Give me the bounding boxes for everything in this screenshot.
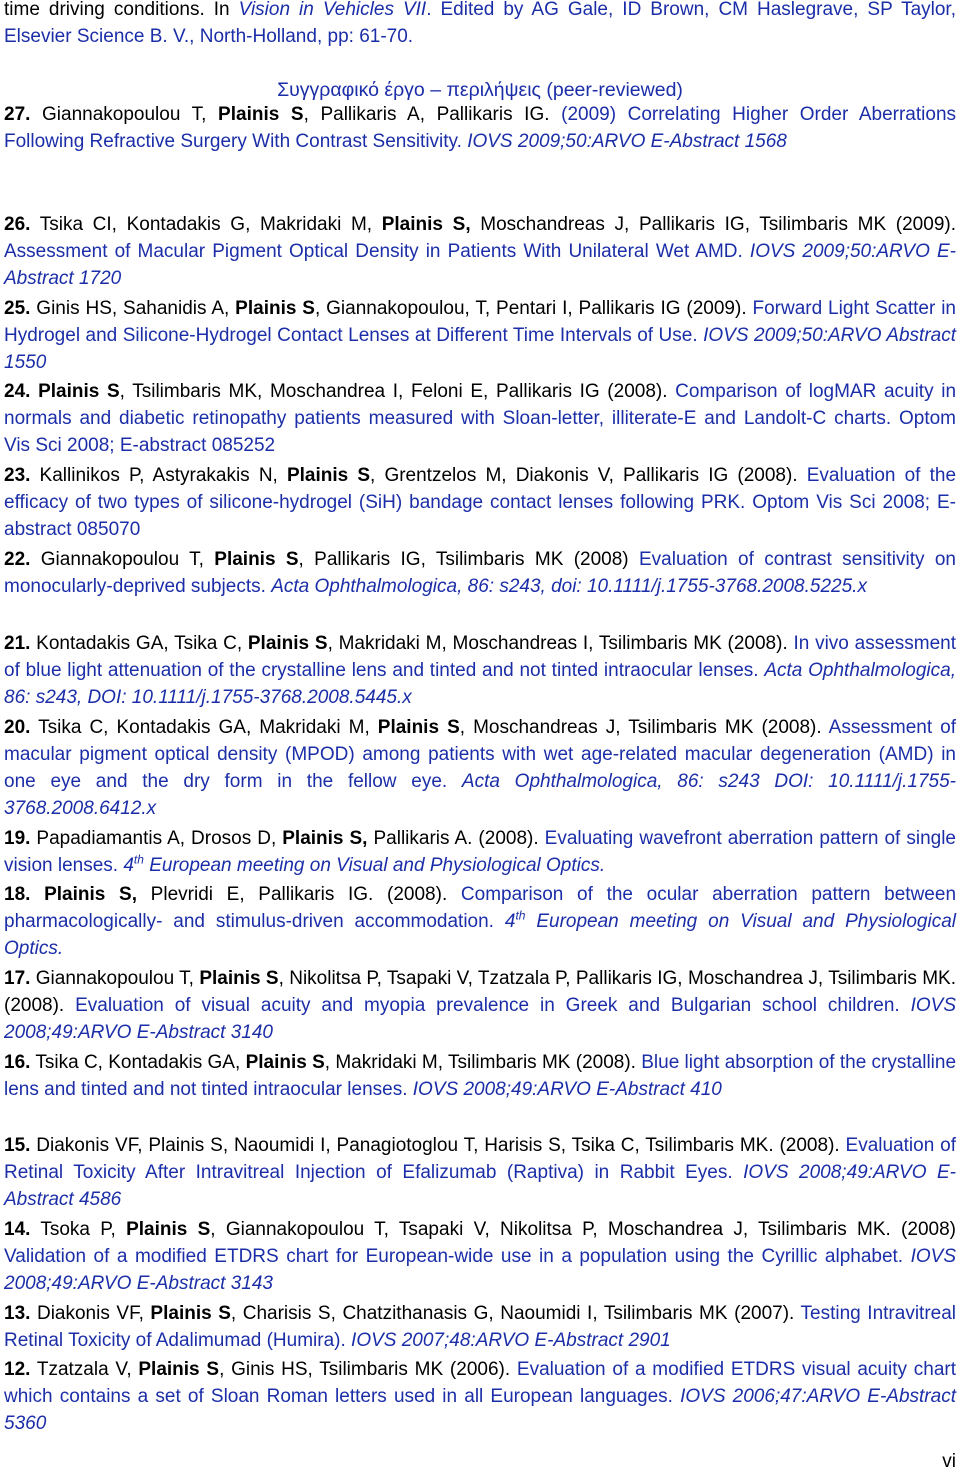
entry-authors-continued: Moschandreas J, Pallikaris IG, Tsilimbaris MK (2009). (470, 214, 956, 235)
entry-title: Evaluation of contrast sensitivity on monocularly-deprived subjects. (4, 549, 956, 597)
entry-authors (30, 884, 44, 905)
entry-authors-continued: Pallikaris A. (2008). (367, 828, 545, 849)
entry-title: Testing Intravitreal Retinal Toxicity of Adalimumad (Humira). (4, 1303, 957, 1351)
entry-highlighted-author: Plainis S, (44, 884, 137, 905)
entry-journal: IOVS 2009;50:ARVO E-Abstract 1568 (467, 131, 787, 152)
entry-authors: Giannakopoulou T, (30, 104, 219, 125)
entry-number: 19. (4, 828, 31, 849)
section-heading: Συγγραφικό έργο – περιλήψεις (peer-reviewed) (277, 79, 683, 101)
entry-title: In vivo assessment of blue light attenuation of the crystalline lens and tinted and not tinted intraocular lenses. (4, 633, 956, 681)
entry-title: Assessment of Macular Pigment Optical Density in Patients With Unilateral Wet AMD. (4, 241, 750, 262)
entry-journal: 4 (504, 911, 516, 932)
entry-number: 20. (4, 717, 31, 738)
publication-entry (4, 462, 956, 543)
entry-authors: Tzatzala V, (30, 1359, 139, 1380)
entry-journal: IOVS 2007;48:ARVO E-Abstract 2901 (351, 1330, 671, 1351)
entry-number: 25. (4, 298, 31, 319)
entry-title: Evaluating wavefront aberration pattern of single vision lenses. (4, 828, 956, 876)
entry-superscript: th (133, 852, 144, 867)
entry-title: Evaluation of a modified ETDRS visual acuity chart which contains a set of Sloan Roman letters used in all European languages. (4, 1359, 956, 1407)
publication-entry (4, 211, 956, 292)
publication-entry (4, 295, 956, 376)
entry-title: Evaluation of the efficacy of two types of silicone-hydrogel (SiH) bandage contact lenses following PRK. Optom Vis Sci 2008; E-abstract 085070 (4, 465, 957, 540)
entry-highlighted-author: Plainis S (377, 717, 460, 738)
entry-journal: IOVS 2009;50:ARVO Abstract 1550 (4, 325, 956, 373)
entry-title: Validation of a modified ETDRS chart for European-wide use in a population using the Cyrillic alphabet. (4, 1246, 911, 1267)
entry-authors (30, 381, 38, 402)
entry-authors: Giannakopoulou T, (30, 968, 200, 989)
entry-authors-continued: , Moschandreas J, Tsilimbaris MK (2008). (459, 717, 829, 738)
entry-number: 18. (4, 884, 31, 905)
publication-entry (4, 1300, 956, 1354)
entry-authors-continued: , Tsilimbaris MK, Moschandrea I, Feloni E, Pallikaris IG (2008). (119, 381, 676, 402)
entry-highlighted-author: Plainis S (199, 968, 279, 989)
entry-highlighted-author: Plainis S (286, 465, 371, 486)
entry-authors: Tsika C, Kontadakis GA, (30, 1052, 246, 1073)
entry-highlighted-author: Plainis S, (381, 214, 471, 235)
entry-number: 24. (4, 381, 31, 402)
entry-number: 27. (4, 104, 31, 125)
entry-authors-continued: , Ginis HS, Tsilimbaris MK (2006). (219, 1359, 517, 1380)
continued-reference (4, 0, 956, 50)
entry-authors: Tsika CI, Kontadakis G, Makridaki M, (30, 214, 382, 235)
entry-authors-continued: , Charisis S, Chatzithanasis G, Naoumidi I, Tsilimbaris MK (2007). (230, 1303, 801, 1324)
publication-entry (4, 630, 956, 711)
entry-number: 12. (4, 1359, 31, 1380)
entry-authors: Diakonis VF, (30, 1303, 151, 1324)
entry-title: Blue light absorption of the crystalline lens and tinted and not tinted intraocular lenses. (4, 1052, 957, 1100)
publication-entry (4, 546, 956, 600)
publication-entry (4, 1132, 956, 1213)
entry-number: 15. (4, 1135, 31, 1156)
entry-journal: IOVS 2008;49:ARVO E-Abstract 3143 (4, 1246, 956, 1294)
entry-highlighted-author: Plainis S (126, 1219, 211, 1240)
entry-highlighted-author: Plainis S (138, 1359, 220, 1380)
entry-authors-continued: , Makridaki M, Moschandreas I, Tsilimbaris MK (2008). (327, 633, 794, 654)
entry-number: 21. (4, 633, 31, 654)
entry-title: Evaluation of Retinal Toxicity After Intravitreal Injection of Efalizumab (Raptiva) in Rabbit Eyes. (4, 1135, 956, 1183)
continued-reference-text: time driving conditions. In (4, 0, 239, 20)
entry-superscript: th (515, 908, 526, 923)
entry-authors-continued: , Nikolitsa P, Tsapaki V, Tzatzala P, Pallikaris IG, Moschandrea J, Tsilimbaris MK. (2008). (4, 968, 957, 1016)
entry-number: 17. (4, 968, 31, 989)
entry-number: 14. (4, 1219, 31, 1240)
publication-entry (4, 965, 956, 1046)
publication-entry (4, 101, 956, 155)
entry-journal: 4 (123, 855, 134, 876)
publication-entry (4, 1356, 956, 1437)
entry-journal: IOVS 2008;49:ARVO E-Abstract 410 (412, 1079, 722, 1100)
entry-highlighted-author: Plainis S (38, 381, 120, 402)
entry-authors-continued: , Giannakopoulou T, Tsapaki V, Nikolitsa P, Moschandrea J, Tsilimbaris MK. (2008) (210, 1219, 956, 1240)
entry-authors: Tsoka P, (30, 1219, 127, 1240)
entry-number: 22. (4, 549, 31, 570)
entry-journal: IOVS 2009;50:ARVO E-Abstract 1720 (4, 241, 956, 289)
entry-authors: Giannakopoulou T, (30, 549, 215, 570)
entry-title: Comparison of the ocular aberration pattern between pharmacologically- and stimulus-driven accommodation. (4, 884, 957, 932)
entry-highlighted-author: Plainis S (245, 1052, 325, 1073)
entry-journal: IOVS 2008;49:ARVO E-Abstract 3140 (4, 995, 956, 1043)
entry-title: Evaluation of visual acuity and myopia prevalence in Greek and Bulgarian school children. (75, 995, 911, 1016)
entry-highlighted-author: Plainis S (235, 298, 315, 319)
entry-title: (2009) Correlating Higher Order Aberrations Following Refractive Surgery With Contrast Sensitivity. (4, 104, 957, 152)
entry-journal: Acta Ophthalmologica, 86: s243 DOI: 10.1111/j.1755-3768.2008.6412.x (4, 771, 956, 819)
entry-authors: Tsika C, Kontadakis GA, Makridaki M, (30, 717, 378, 738)
entry-authors-continued: , Pallikaris A, Pallikaris IG. (303, 104, 562, 125)
page-number: vi (942, 1451, 956, 1472)
entry-authors-continued: , Giannakopoulou, T, Pentari I, Pallikaris IG (2009). (314, 298, 753, 319)
publication-entry (4, 1216, 956, 1297)
continued-reference-source: Vision in Vehicles VII (238, 0, 427, 20)
entry-authors: Kontadakis GA, Tsika C, (30, 633, 248, 654)
entry-journal: Acta Ophthalmologica, 86: s243, doi: 10.1111/j.1755-3768.2008.5225.x (271, 576, 867, 597)
entry-authors-continued: , Grentzelos M, Diakonis V, Pallikaris IG (2008). (370, 465, 807, 486)
entry-number: 16. (4, 1052, 31, 1073)
entry-highlighted-author: Plainis S (247, 633, 328, 654)
entry-journal: IOVS 2008;49:ARVO E-Abstract 4586 (4, 1162, 956, 1210)
publication-entry (4, 1049, 956, 1103)
entry-authors: Kallinikos P, Astyrakakis N, (30, 465, 287, 486)
entry-title: Forward Light Scatter in Hydrogel and Silicone-Hydrogel Contact Lenses at Different Time Intervals of Use. (4, 298, 957, 346)
entry-authors: Ginis HS, Sahanidis A, (30, 298, 236, 319)
entry-highlighted-author: Plainis S (218, 104, 304, 125)
entry-journal-continued: European meeting on Visual and Physiological Optics. (4, 911, 956, 959)
entry-number: 13. (4, 1303, 31, 1324)
entry-authors-continued: , Pallikaris IG, Tsilimbaris MK (2008) (298, 549, 639, 570)
entry-authors: Papadiamantis A, Drosos D, (30, 828, 283, 849)
entry-title: Comparison of logMAR acuity in normals and diabetic retinopathy patients measured with Sloan-letter, illiterate-E and Landolt-C charts. Optom Vis Sci 2008; E-abstract 085252 (4, 381, 957, 456)
publication-entry (4, 825, 956, 879)
entry-authors-continued: Plevridi E, Pallikaris IG. (2008). (137, 884, 461, 905)
publication-entry (4, 378, 956, 459)
publication-entry (4, 881, 956, 962)
entry-journal: Acta Ophthalmologica, 86: s243, DOI: 10.1111/j.1755-3768.2008.5445.x (4, 660, 956, 708)
entry-journal-continued: European meeting on Visual and Physiological Optics. (143, 855, 606, 876)
continued-reference-details: . Edited by AG Gale, ID Brown, CM Haslegrave, SP Taylor, Elsevier Science B. V., North-Holland, pp: 61-70. (4, 0, 956, 47)
publication-entry (4, 714, 956, 822)
entry-highlighted-author: Plainis S, (282, 828, 368, 849)
entry-number: 26. (4, 214, 31, 235)
entry-highlighted-author: Plainis S (214, 549, 299, 570)
entry-authors-continued: , Makridaki M, Tsilimbaris MK (2008). (324, 1052, 642, 1073)
entry-number: 23. (4, 465, 31, 486)
entry-highlighted-author: Plainis S (150, 1303, 231, 1324)
entry-authors: Diakonis VF, Plainis S, Naoumidi I, Panagiotoglou T, Harisis S, Tsika C, Tsilimbaris MK. (2008). (30, 1135, 846, 1156)
entry-journal: IOVS 2006;47:ARVO E-Abstract 5360 (4, 1386, 956, 1434)
entry-title: Assessment of macular pigment optical density (MPOD) among patients with wet age-related macular degeneration (AMD) in one eye and the dry form in the fellow eye. (4, 717, 957, 792)
